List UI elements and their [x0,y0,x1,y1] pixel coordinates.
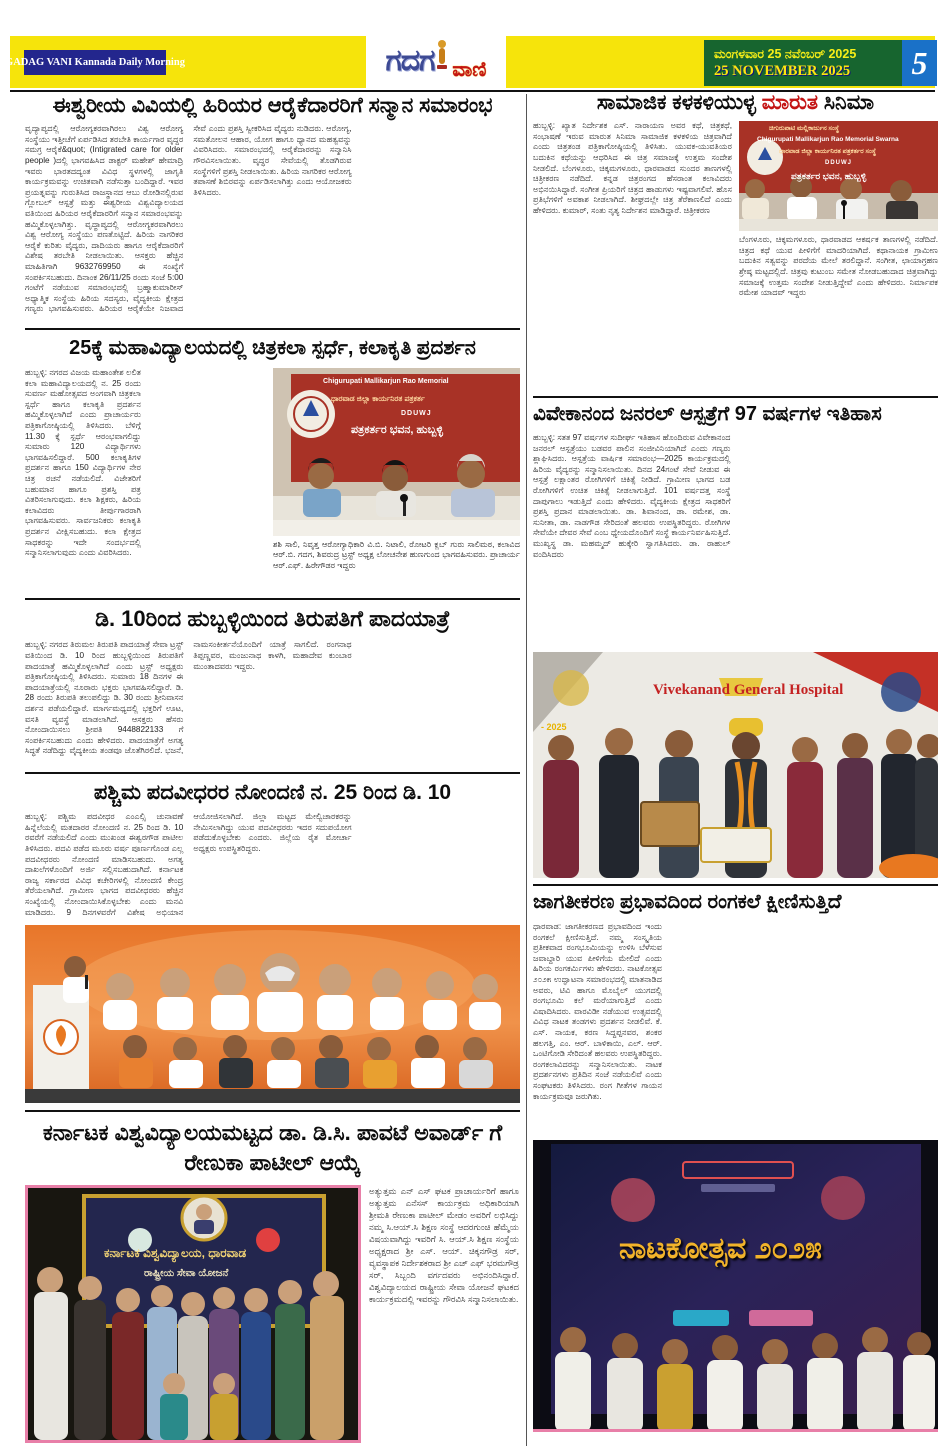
natakotsava-photo [533,1140,938,1432]
section-rule [25,772,520,774]
photo-banner-text: ನಾಟಕೋತ್ಸವ ೨೦೨೫ [619,1232,822,1265]
photo-banner-text: DDUWJ [401,410,432,417]
article-eshwariya-vivi [25,93,520,320]
date-english: 25 NOVEMBER 2025 [714,63,851,80]
article-body: ಅತ್ಯುತ್ತಮ ಎನ್ ಎಸ್ ಘಟಕ ಪ್ರಾಚಾರ್ಯರಿಗೆ ಹಾಗೂ ಅತ್ಯುತ್ತಮ ಎನೆಸಸ್ ಕಾರ್ಯಕ್ರಮ ಅಧಿಕಾರಿಯಾಗಿ ಶ್ರೀಮತಿ ರೇಣುಕಾ ಪಾಟೀಲ್ ಮೇಡಂ ಅವರಿಗೆ ಲಭಿಸಿದ್ದು ನಮ್ಮ ಸಿ.ಆಯ್.ಸಿ ಶಿಕ್ಷಣ ಸಂಸ್ಥೆ ಆದರಗುಂಚಿ ಹೆಮ್ಮೆಯ ವಿಷಯವಾಗಿದ್ದು ಇವರಿಗೆ ಸಿ. ಆಯ್.ಸಿ ಶಿಕ್ಷಣ ಸಂಸ್ಥೆಯ ಅಧ್ಯಕ್ಷರಾದ ಶ್ರೀ ಎಸ್. ಆಯ್. ಚಿಕ್ಕನಗೌಡ್ರ ಸರ್, ವ್ಯವಸ್ಥಾಪಕ ನಿರ್ದೇಶಕರಾದ ಶ್ರೀ ಎಚ್ ಎಫ್ ಭರಮಗೌಡ್ರ ಸರ್, ಸಿಬ್ಬಂದಿ ವರ್ಗದವರು ಅಭಿನಂದಿಸಿದ್ದಾರೆ. ವಿಶ್ವವಿದ್ಯಾಲಯದ ರಾಷ್ಟ್ರೀಯ ಸೇವಾ ಯೋಜನೆ ಘಟಕದ ಕಾರ್ಯಕ್ರಮದಲ್ಲಿ ಇವರನ್ನು ಗೌರವಿಸಿ ಸನ್ಮಾನಿಸಲಾಯಿತು. [369,1186,519,1305]
article-headline: ಪಶ್ಚಿಮ ಪದವೀಧರರ ನೋಂದಣಿ ನ. 25 ರಿಂದ ಡಿ. 10 [93,781,452,804]
photo-banner-text: ಧಾರವಾಡ ಜಿಲ್ಲಾ ಕಾರ್ಯನಿರತ ಪತ್ರಕರ್ತರ ಸಂಸ್ಥೆ [779,148,877,156]
date-box [704,40,902,86]
article-vivekanand-hospital [533,402,938,878]
article-headline: ವಿವೇಕಾನಂದ ಜನರಲ್ ಆಸ್ಪತ್ರೆಗೆ 97 ವರ್ಷಗಳ ಇತಿಹಾಸ [533,403,882,425]
article-headline: ಸಾಮಾಜಿಕ ಕಳಕಳಿಯುಳ್ಳ ಮಾರುತ ಸಿನಿಮಾ [596,91,875,114]
photo-banner-text: ಪತ್ರಕರ್ತರ ಭವನ, ಹುಬ್ಬಳ್ಳಿ [351,424,444,436]
photo-banner-text: Chigurupati Mallikarjun Rao Memorial Swarna [757,136,899,144]
article-headline: ಜಾಗತೀಕರಣ ಪ್ರಭಾವದಿಂದ ರಂಗಕಲೆ ಕ್ಷೀಣಿಸುತ್ತಿದೆ [533,891,842,913]
bjp-meeting-photo [25,925,520,1103]
column-divider [526,94,527,1446]
headline-highlight: ಮಾರುತ [761,91,819,114]
article-padayatra [25,606,520,758]
masthead-text: GADAG VANI Kannada Daily Morning [5,57,185,68]
statue-icon [435,39,449,78]
photo-banner-text: ಕರ್ನಾಟಕ ವಿಶ್ವವಿದ್ಯಾಲಯ, ಧಾರವಾಡ [104,1246,247,1261]
photo-banner-text: - 2025 [541,722,567,732]
photo-caption: ಶಶಿ ಸಾಲಿ, ನಿವೃತ್ತ ಆರೋಗ್ಯಾಧಿಕಾರಿ ವಿ.ಬಿ. ನಿಟಾಲಿ, ರೋಟರಿ ಕ್ಲಬ್ ಗುರು ಸಾಲಿಮಠ, ಕಲಾವಿದ ಆರ್.ಬಿ. ಗದಗ, ಶಿವರುದ್ರ ಟ್ರಸ್ಟ್ ಅಧ್ಯಕ್ಷ ಲೋಚನೇಶ ಹುಣಗುಂದ ಭಾಗವಹಿಸುವರು. ಪ್ರಾಚಾರ್ಯ ಆರ್.ಎಫ್. ಹಿರೇಗೌಡರ ಇದ್ದರು [273,540,520,570]
article-body: ಬೆಂಗಳೂರು, ಚಿಕ್ಕಮಗಳೂರು, ಧಾರವಾಡದ ಆಕರ್ಷಕ ತಾಣಗಳಲ್ಲಿ ನಡೆದಿದೆ. ಚಿತ್ರದ ಕಥೆ ಯುವ ಪೀಳಿಗೆಗೆ ಮಾದರಿಯಾಗಿದೆ. ಕಥಾನಾಯಕ ಗ್ರಾಮೀಣ ಬದುಕಿನ ಸತ್ವವನ್ನು ಪರದೆಯ ಮೇಲೆ ತರಲಿದ್ದಾನೆ. ಸಂಗೀತ, ಛಾಯಾಗ್ರಹಣ ಶ್ರೇಷ್ಠ ಮಟ್ಟದಲ್ಲಿದೆ. ಚಿತ್ರವು ಕುಟುಂಬ ಸಮೇತ ನೋಡಬಹುದಾದ ಚಿತ್ರವಾಗಿದ್ದು ಸಮಾಜಕ್ಕೆ ಉತ್ತಮ ಸಂದೇಶ ನೀಡುತ್ತಿದ್ದೇವೆ ಎಂದು ಹೇಳಿದರು. ನಿರ್ಮಾಪಕ ರಮೇಶ ಯಾದವ್ ಇದ್ದರು [739,235,938,298]
date-kannada: ಮಂಗಳವಾರ 25 ನವೆಂಬರ್ 2025 [714,46,857,61]
newspaper-logo [366,30,506,92]
logo-word-1: ಗದಗ [385,44,435,77]
kud-award-photo [25,1185,361,1443]
photo-banner-text: ಧಾರವಾಡ ಜಿಲ್ಲಾ ಕಾರ್ಯನಿರತ ಪತ್ರಕರ್ತ [331,394,425,403]
article-headline: ಡಿ. 10ರಿಂದ ಹುಬ್ಬಳ್ಳಿಯಿಂದ ತಿರುಪತಿಗೆ ಪಾದಯಾತ್ರೆ [95,606,450,631]
section-rule [533,884,938,886]
article-headline: 25ಕ್ಕೆ ಮಹಾವಿದ್ಯಾಲಯದಲ್ಲಿ ಚಿತ್ರಕಲಾ ಸ್ಪರ್ಧೆ, ಕಲಾಕೃತಿ ಪ್ರದರ್ಶನ [69,337,476,359]
article-body: ಹುಬ್ಬಳ್ಳಿ: ನಗರದ ವಿಜಯ ಮಹಾಂತೇಶ ಲಲಿತ ಕಲಾ ಮಹಾವಿದ್ಯಾಲಯದಲ್ಲಿ ನ. 25 ರಂದು ಸುವರ್ಣ ಮಹೋತ್ಸವದ ಅಂಗವಾಗಿ ಚಿತ್ರಕಲಾ ಸ್ಪರ್ಧೆ ಹಾಗೂ ಕಲಾಕೃತಿ ಪ್ರದರ್ಶನ ಹಮ್ಮಿಕೊಳ್ಳಲಾಗಿದೆ ಎಂದು ಪ್ರಾಚಾರ್ಯರು ಪತ್ರಿಕಾಗೋಷ್ಠಿಯಲ್ಲಿ ತಿಳಿಸಿದರು. ಬೆಳಿಗ್ಗೆ 11.30 ಕ್ಕೆ ಸ್ಪರ್ಧೆ ಆರಂಭವಾಗಲಿದ್ದು ಸುಮಾರು 120 ವಿದ್ಯಾರ್ಥಿಗಳು ಭಾಗವಹಿಸಲಿದ್ದಾರೆ. 500 ಕಲಾಕೃತಿಗಳ ಪ್ರದರ್ಶನ ಹಾಗೂ 150 ವಿದ್ಯಾರ್ಥಿಗಳ ನೇರ ಚಿತ್ರ ರಚನೆ ನಡೆಯಲಿದೆ. ವಿಜೇತರಿಗೆ ಬಹುಮಾನ ಹಾಗೂ ಪ್ರಶಸ್ತಿ ಪತ್ರ ವಿತರಿಸಲಾಗುವುದು. ಕಲಾ ಶಿಕ್ಷಕರು, ಹಿರಿಯ ಕಲಾವಿದರು ತೀರ್ಪುಗಾರರಾಗಿ ಭಾಗವಹಿಸುವರು. ಸಾರ್ವಜನಿಕರು ಕಲಾಕೃತಿ ಪ್ರದರ್ಶನ ವೀಕ್ಷಿಸಬಹುದು. ಕಲಾ ಕ್ಷೇತ್ರದ ಸಾಧಕರನ್ನು ಇದೇ ಸಂದರ್ಭದಲ್ಲಿ ಸನ್ಮಾನಿಸಲಾಗುವುದು ಎಂದು ವಿವರಿಸಿದರು. [25,368,141,558]
press-meet-photo [739,121,938,231]
article-body: ಹುಬ್ಬಳ್ಳಿ: ಖ್ಯಾತ ನಿರ್ದೇಶಕ ಎಸ್. ನಾರಾಯಣ ಅವರ ಕಥೆ, ಚಿತ್ರಕಥೆ, ಸಂಭಾಷಣೆ ಇರುವ ಮಾರುತ ಸಿನಿಮಾ ಸಾಮಾಜಿಕ ಕಳಕಳಿಯ ಚಿತ್ರವಾಗಿದೆ ಎಂದು ಚಿತ್ರತಂಡ ಪತ್ರಿಕಾಗೋಷ್ಠಿಯಲ್ಲಿ ತಿಳಿಸಿತು. ಯುವಕ-ಯುವತಿಯರ ಬದುಕಿನ ಕಥೆಯನ್ನು ಆಧರಿಸಿದ ಈ ಚಿತ್ರ ಸಮಾಜಕ್ಕೆ ಉತ್ತಮ ಸಂದೇಶ ನೀಡಲಿದೆ. ಬೆಂಗಳೂರು, ಚಿಕ್ಕಮಗಳೂರು, ಧಾರವಾಡದ ಸುಂದರ ತಾಣಗಳಲ್ಲಿ ಚಿತ್ರೀಕರಣ ನಡೆದಿದೆ. ಕನ್ನಡ ಚಿತ್ರರಂಗದ ಹೆಸರಾಂತ ಕಲಾವಿದರು ಅಭಿನಯಿಸಿದ್ದಾರೆ. ಸಂಗೀತ ಪ್ರಿಯರಿಗೆ ಚಿತ್ರದ ಹಾಡುಗಳು ಇಷ್ಟವಾಗಲಿವೆ. ಹೊಸ ಪ್ರತಿಭೆಗಳಿಗೆ ಅವಕಾಶ ನೀಡಲಾಗಿದೆ. ಶೀಘ್ರದಲ್ಲೇ ಚಿತ್ರ ತೆರೆಕಾಣಲಿದೆ ಎಂದು ಹೇಳಿದರು. ಕುಮಾರ್, ಸಂತು ನೃತ್ಯ ನಿರ್ದೇಶನ ಮಾಡಿದ್ದಾರೆ. ಚಿತ್ರೀಕರಣ [533,121,732,215]
article-headline: ಈಶ್ವರೀಯ ವಿವಿಯಲ್ಲಿ ಹಿರಿಯರ ಆರೈಕೆದಾರರಿಗೆ ಸನ್ಮಾನ ಸಮಾರಂಭ [52,94,493,117]
photo-banner-text: DDUWJ [825,160,852,167]
article-maruta-cinema [533,90,938,389]
article-body: ಹುಬ್ಬಳ್ಳಿ: ನಗರದ ತಿರುಮಲ ತಿರುಪತಿ ಪಾದಯಾತ್ರೆ ಸೇವಾ ಟ್ರಸ್ಟ್ ವತಿಯಿಂದ ಡಿ. 10 ರಿಂದ ಹುಬ್ಬಳ್ಳಿಯಿಂದ ತಿರುಪತಿಗೆ ಪಾದಯಾತ್ರೆ ಹಮ್ಮಿಕೊಳ್ಳಲಾಗಿದೆ ಎಂದು ಟ್ರಸ್ಟ್ ಅಧ್ಯಕ್ಷರು ಪತ್ರಿಕಾಗೋಷ್ಠಿಯಲ್ಲಿ ತಿಳಿಸಿದರು. ಸುಮಾರು 18 ದಿನಗಳ ಈ ಪಾದಯಾತ್ರೆಯಲ್ಲಿ ನೂರಾರು ಭಕ್ತರು ಭಾಗವಹಿಸಲಿದ್ದಾರೆ. ಡಿ. 28 ರಂದು ತಿರುಪತಿ ತಲುಪಲಿದ್ದು ಡಿ. 30 ರಂದು ಶ್ರೀನಿವಾಸನ ದರ್ಶನ ಪಡೆಯಲಿದ್ದಾರೆ. ಮಾರ್ಗಮಧ್ಯದಲ್ಲಿ ಭಕ್ತರಿಗೆ ಊಟ, ವಸತಿ ವ್ಯವಸ್ಥೆ ಮಾಡಲಾಗಿದೆ. ಆಸಕ್ತರು ಹೆಸರು ನೋಂದಾಯಿಸಲು ಶ್ರೀಪತಿ 9448822133 ಗೆ ಸಂಪರ್ಕಿಸಬಹುದು ಎಂದು ಹೇಳಿದರು. ಪಾದಯಾತ್ರೆಗೆ ಅಗತ್ಯ ಸಿದ್ಧತೆ ನಡೆದಿದ್ದು ವೈದ್ಯಕೀಯ ತಂಡವೂ ಜೊತೆಗಿರಲಿದೆ. ಭಜನೆ, ನಾಮಸಂಕೀರ್ತನೆಯೊಂದಿಗೆ ಯಾತ್ರೆ ಸಾಗಲಿದೆ. ರಂಗನಾಥ ತಿಪ್ಪಣ್ಣವರ, ಮಂಜುನಾಥ ಕಾಳಗಿ, ಮಹಾದೇವ ಕುಂಬಾರ ಮುಂತಾದವರು ಇದ್ದರು. [25,640,352,756]
photo-banner-text: ಪತ್ರಕರ್ತರ ಭವನ, ಹುಬ್ಬಳ್ಳಿ [791,171,867,182]
page-number: 5 [902,40,937,86]
article-body: ಹುಬ್ಬಳ್ಳಿ: ಪಶ್ಚಿಮ ಪದವೀಧರ ಎಂಎಲ್ಸಿ ಚುನಾವಣೆ ಹಿನ್ನೆಲೆಯಲ್ಲಿ ಮತದಾರರ ನೋಂದಣಿ ನ. 25 ರಿಂದ ಡಿ. 10 ರವರೆಗೆ ನಡೆಯಲಿದೆ ಎಂದು ಮುಖಂಡ ಈಶ್ವರಗೌಡ ಪಾಟೀಲ ತಿಳಿಸಿದರು. ಪದವಿ ಪಡೆದ ಮೂರು ವರ್ಷ ಪೂರ್ಣಗೊಂಡ ಎಲ್ಲ ಪದವೀಧರರು ನೋಂದಣಿ ಮಾಡಿಸಬಹುದು. ಅಗತ್ಯ ದಾಖಲೆಗಳೊಂದಿಗೆ ಅರ್ಜಿ ಸಲ್ಲಿಸಬಹುದಾಗಿದೆ. ಕರ್ನಾಟಕ ರಾಜ್ಯ ಸರ್ಕಾರದ ವಿವಿಧ ಕಚೇರಿಗಳಲ್ಲಿ ನೋಂದಣಿ ಕೇಂದ್ರ ತೆರೆಯಲಾಗಿದೆ. ಗ್ರಾಮೀಣ ಭಾಗದ ಪದವೀಧರರು ಹೆಚ್ಚಿನ ಸಂಖ್ಯೆಯಲ್ಲಿ ನೋಂದಾಯಿಸಿಕೊಳ್ಳಬೇಕು ಎಂದು ಮನವಿ ಮಾಡಿದರು. 9 ದಿನಗಳವರೆಗೆ ವಿಶೇಷ ಅಭಿಯಾನ ಆಯೋಜಿಸಲಾಗಿದೆ. ಜಿಲ್ಲಾ ಮಟ್ಟದ ಮೇಲ್ವಿಚಾರಕರನ್ನು ನೇಮಿಸಲಾಗಿದ್ದು ಯುವ ಪದವೀಧರರು ಇದರ ಸದುಪಯೋಗ ಪಡೆದುಕೊಳ್ಳಬೇಕು ಎಂದರು. ಜಿಲ್ಲೆಯ ರೈತ ಮೋರ್ಚಾ ಅಧ್ಯಕ್ಷರು ಉಪಸ್ಥಿತರಿದ್ದರು. [25,812,352,917]
masthead [5,50,185,75]
article-body: ಧಾರವಾಡ: ಜಾಗತೀಕರಣದ ಪ್ರಭಾವದಿಂದ ಇಂದು ರಂಗಕಲೆ ಕ್ಷೀಣಿಸುತ್ತಿದೆ. ನಮ್ಮ ಸಂಸ್ಕೃತಿಯ ಪ್ರತೀಕವಾದ ರಂಗಭೂಮಿಯನ್ನು ಉಳಿಸಿ ಬೆಳೆಸುವ ಜವಾಬ್ದಾರಿ ಯುವ ಪೀಳಿಗೆಯ ಮೇಲಿದೆ ಎಂದು ಹಿರಿಯ ರಂಗಕರ್ಮಿಗಳು ಹೇಳಿದರು. ನಾಟಕೋತ್ಸವ ೨೦೨೫ ಉದ್ಘಾಟನಾ ಸಮಾರಂಭದಲ್ಲಿ ಮಾತನಾಡಿದ ಅವರು, ಟಿವಿ ಹಾಗೂ ಮೊಬೈಲ್ ಯುಗದಲ್ಲಿ ರಂಗಭೂಮಿ ಕಲೆ ಮರೆಯಾಗುತ್ತಿದೆ ಎಂದು ವಿಷಾದಿಸಿದರು. ವಾರವಿಡೀ ನಡೆಯುವ ಉತ್ಸವದಲ್ಲಿ ವಿವಿಧ ನಾಟಕ ತಂಡಗಳು ಪ್ರದರ್ಶನ ನೀಡಲಿವೆ. ಕೆ. ಎಸ್. ನಾಯಕ, ಕರಣ ಸಿದ್ದಪ್ಪನವರ, ಶಂಕರ ಹಲಗತ್ತಿ, ಎಂ. ಆರ್. ಬಾಳಿಕಾಯಿ, ಎಲ್. ಆರ್. ಒಂಟಿಗೋಡಿ ಸೇರಿದಂತೆ ಹಲವರು ಉಪಸ್ಥಿತರಿದ್ದರು. ರಂಗಕಲಾವಿದರನ್ನು ಸನ್ಮಾನಿಸಲಾಯಿತು. ನಾಟಕ ಪ್ರದರ್ಶನಗಳು ಪ್ರತಿದಿನ ಸಂಜೆ ನಡೆಯಲಿವೆ ಎಂದು ಸಂಘಟಕರು ತಿಳಿಸಿದರು. ರಂಗ ಗೀತೆಗಳ ಗಾಯನ ಕಾರ್ಯಕ್ರಮವೂ ಜರುಗಿತು. [533,922,662,1101]
photo-banner-text: ಚಿಗುರುಪಾಟಿ ಮಲ್ಲಿಕಾರ್ಜುನ ಸಂಸ್ಥೆ [769,125,840,133]
section-rule [533,396,938,398]
section-rule [25,1110,520,1112]
article-body: ಹುಬ್ಬಳ್ಳಿ: ಸತತ 97 ವರ್ಷಗಳ ಸುದೀರ್ಘ ಇತಿಹಾಸ ಹೊಂದಿರುವ ವಿವೇಕಾನಂದ ಜನರಲ್ ಆಸ್ಪತ್ರೆಯು ಬಡವರ ಪಾಲಿನ ಸಂಜೀವಿನಿಯಾಗಿದೆ ಎಂದು ಗಣ್ಯರು ಶ್ಲಾಘಿಸಿದರು. ಆಸ್ಪತ್ರೆಯ ವಾರ್ಷಿಕ ಸಮಾರಂಭ—2025 ಕಾರ್ಯಕ್ರಮದಲ್ಲಿ ಹಿರಿಯ ವೈದ್ಯರನ್ನು ಸನ್ಮಾನಿಸಲಾಯಿತು. ದಿನದ 24ಗಂಟೆ ಸೇವೆ ನೀಡುವ ಈ ಆಸ್ಪತ್ರೆ ಲಕ್ಷಾಂತರ ರೋಗಿಗಳಿಗೆ ಚಿಕಿತ್ಸೆ ನೀಡಿದೆ. ಗ್ರಾಮೀಣ ಭಾಗದ ಬಡ ರೋಗಿಗಳಿಗೆ ಉಚಿತ ಚಿಕಿತ್ಸೆ ನೀಡಲಾಗುತ್ತಿದೆ. 101 ವರ್ಷದತ್ತ ಸಂಸ್ಥೆ ದಾಪುಗಾಲು ಇಡುತ್ತಿದೆ ಎಂದು ಹೇಳಿದರು. ವೈದ್ಯಕೀಯ ಕ್ಷೇತ್ರದ ಸಾಧಕರಿಗೆ ಪ್ರಶಸ್ತಿ ಪ್ರದಾನ ಮಾಡಲಾಯಿತು. ಡಾ. ಶಿವಾನಂದ, ಡಾ. ರಮೇಶ, ಡಾ. ಸುನೀತಾ, ಡಾ. ನಾಡಗೌಡ ಸೇರಿದಂತೆ ಹಲವರು ಉಪಸ್ಥಿತರಿದ್ದರು. ರೋಗಿಗಳ ಸೇವೆಯೇ ದೇವರ ಸೇವೆ ಎಂಬ ಧ್ಯೇಯದೊಂದಿಗೆ ಸಂಸ್ಥೆ ಕಾರ್ಯನಿರ್ವಹಿಸುತ್ತಿದೆ. ಮುಖ್ಯಸ್ಥ ಡಾ. ಮಹಮ್ಮದ್ ಹುಕ್ಕೇರಿ ಸ್ವಾಗತಿಸಿದರು. ಡಾ. ರಾಹುಲ್ ವಂದಿಸಿದರು [533,433,731,559]
article-chitrakala [25,336,520,586]
photo-banner-text: ರಾಷ್ಟ್ರೀಯ ಸೇವಾ ಯೋಜನೆ [144,1268,229,1280]
photo-banner-text: Chigurupati Mallikarjun Rao Memorial [323,378,449,385]
section-rule [25,328,520,330]
section-rule [25,598,520,600]
article-body: ವೃದ್ಯಾಪ್ಯದಲ್ಲಿ ಆರೋಗ್ಯಕರವಾಗಿರಲು ವಿಶ್ವ ಆರೋಗ್ಯ ಸಂಸ್ಥೆಯು ಇತ್ತೀಚೆಗೆ ಏರ್ಪಡಿಸಿದ ತರಬೇತಿ ಕಾರ್ಯಗಾರ ವೃದ್ದರ ಸಮಗ್ರ ಆರೈಕೆ&quot; (Intigrated care for older people )ದಲ್ಲಿ ಭಾಗವಹಿಸಿದ ಡಾಕ್ಟರ್ ಮಹೇಶ್ ಹೇಮಾದ್ರಿ ಇವರು ಭಾರತದದ್ಯಂತ ವಿವಿಧ ಸ್ಥಳಗಳಲ್ಲಿ ಜಾಗೃತಿ ಕಾರ್ಯಕ್ರಮವನ್ನು ಉಚಿತವಾಗಿ ನಡೆಸುತ್ತಾ ಬಂದಿದ್ದಾರೆ. ಇವರ ಪ್ರಯತ್ನವನ್ನು ಗುರುತಿಸಿದ ರಾಜಸ್ಥಾನದ ಆಬು ರೋಡಿನಲ್ಲಿರುವ ಗ್ಲೋಬಲ್ ಆಸ್ಪತ್ರೆ ಮತ್ತು ಈಶ್ವರೀಯ ವಿಶ್ವವಿದ್ಯಾಲಯದ ವತಿಯಿಂದ ಹಿರಿಯರ ಆರೈಕೆದಾರರಿಗೆ ಸನ್ಮಾನ ಸಮಾರಂಭವನ್ನು ಹಮ್ಮಿಕೊಳ್ಳಲಾಗಿತ್ತು. ವೃದ್ಧಾಪ್ಯದಲ್ಲಿ ಆರೋಗ್ಯಕರವಾಗಿರಲು ವಿಶ್ವ ಆರೋಗ್ಯ ಸಂಸ್ಥೆಯು ಪಣತೊಟ್ಟಿದೆ. ಹಿರಿಯ ನಾಗರಿಕರ ಆರೈಕೆ ಕುರಿತು ವೈದ್ಯರು, ದಾದಿಯರು ಹಾಗೂ ಆರೈಕೆದಾರರಿಗೆ ವಿಶೇಷ ತರಬೇತಿ ನೀಡಲಾಯಿತು. ಆಸಕ್ತರು ಹೆಚ್ಚಿನ ಮಾಹಿತಿಗಾಗಿ 9632769950 ಈ ಸಂಖ್ಯೆಗೆ ಸಂಪರ್ಕಿಸಬಹುದು. ದಿನಾಂಕ 26/11/25 ರಂದು ಸಂಜೆ 5:00 ಗಂಟೆಗೆ ನಡೆಯುವ ಸಮಾರಂಭದಲ್ಲಿ ಬ್ರಹ್ಮಾಕುಮಾರೀಸ್ ಅಧ್ಯಾತ್ಮಿಕ ಸಂಸ್ಥೆಯ ಹಿರಿಯ ಸದಸ್ಯರು, ವೈದ್ಯಕೀಯ ಕ್ಷೇತ್ರದ ಗಣ್ಯರು ಭಾಗವಹಿಸುವರು. ಹಿರಿಯರ ಆರೈಕೆಯೇ ನಿಜವಾದ ಸೇವೆ ಎಂದು ಪ್ರಶಸ್ತಿ ಸ್ವೀಕರಿಸಿದ ವೈದ್ಯರು ನುಡಿದರು. ಆರೋಗ್ಯ, ಸಮತೋಲನ ಆಹಾರ, ಯೋಗ ಹಾಗೂ ಧ್ಯಾನದ ಮಹತ್ವವನ್ನು ವಿವರಿಸಿದರು. ಸಮಾರಂಭದಲ್ಲಿ ಆರೈಕೆದಾರರನ್ನು ಸನ್ಮಾನಿಸಿ ಗೌರವಿಸಲಾಯಿತು. ವೃದ್ಧರ ಸೇವೆಯಲ್ಲಿ ತೊಡಗಿರುವ ಸಂಸ್ಥೆಗಳಿಗೆ ಪ್ರಶಸ್ತಿ ನೀಡಲಾಯಿತು. ಹಿರಿಯ ನಾಗರಿಕರ ಆರೋಗ್ಯ ತಪಾಸಣೆ ಶಿಬಿರವನ್ನು ಏರ್ಪಡಿಸಲಾಗಿತ್ತು ಎಂದು ಆಯೋಜಕರು ತಿಳಿಸಿದರು. [25,124,352,314]
article-rangakale [533,890,938,1432]
article-pavate-award [25,1118,520,1443]
photo-banner-text: Vivekanand General Hospital [653,682,844,698]
press-meet-photo [273,368,520,536]
logo-word-2: ವಾಣಿ [452,59,487,81]
article-headline: ಕರ್ನಾಟಕ ವಿಶ್ವವಿದ್ಯಾಲಯಮಟ್ಟದ ಡಾ. ಡಿ.ಸಿ. ಪಾವಟೆ ಅವಾರ್ಡ್ ಗೆ ರೇಣುಕಾ ಪಾಟೀಲ್ ಆಯ್ಕೆ [42,1120,503,1175]
hospital-award-photo [533,652,938,878]
article-padavidhara [25,780,520,1103]
